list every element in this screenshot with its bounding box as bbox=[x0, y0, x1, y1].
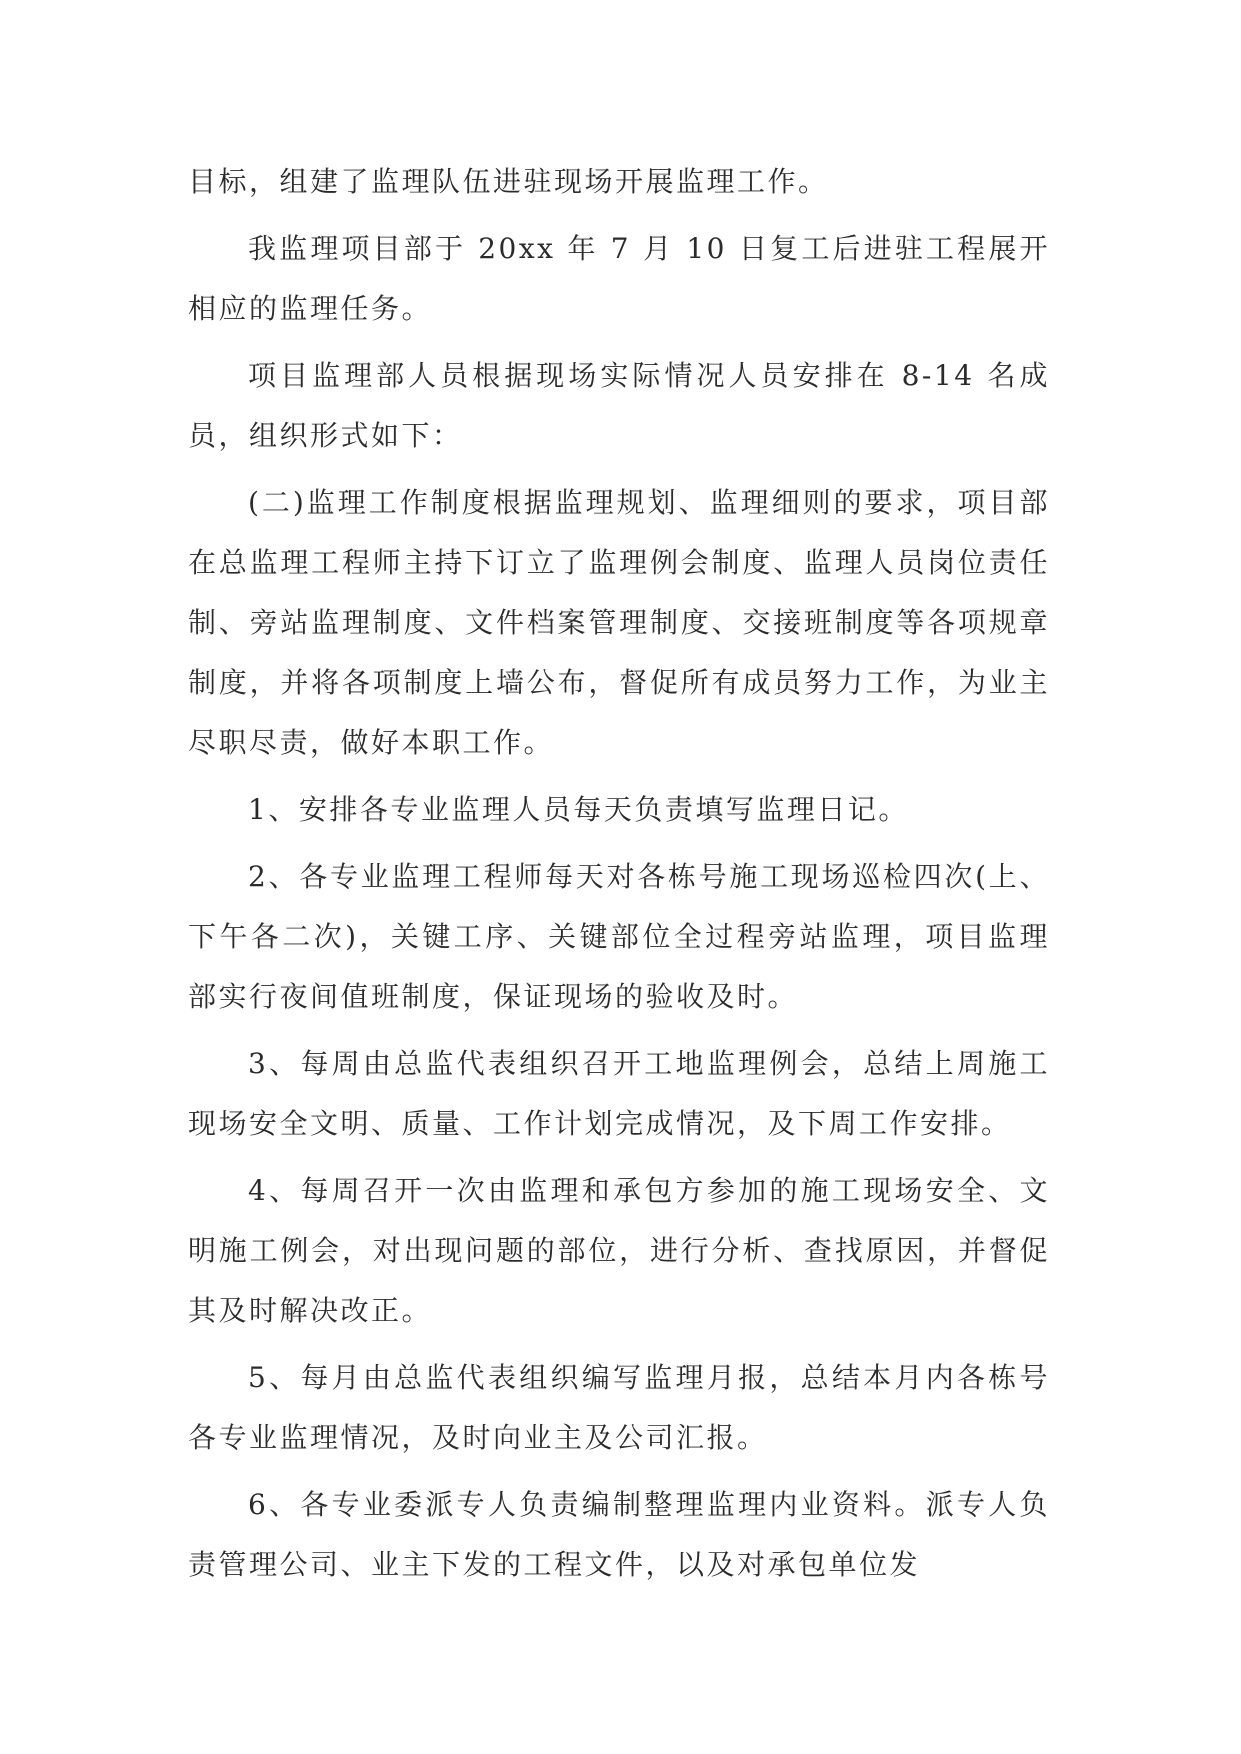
paragraph-5: 1、安排各专业监理人员每天负责填写监理日记。 bbox=[248, 793, 909, 826]
paragraph-10: 6、各专业委派专人负责编制整理监理内业资料。派专人负责管理公司、业主下发的工程文件，以及对承包单位发 bbox=[188, 1488, 1050, 1581]
paragraph-1: 目标，组建了监理队伍进驻现场开展监理工作。 bbox=[188, 165, 829, 198]
paragraph-7: 3、每周由总监代表组织召开工地监理例会，总结上周施工现场安全文明、质量、工作计划完成情况，及下周工作安排。 bbox=[188, 1047, 1050, 1140]
paragraph-4: (二)监理工作制度根据监理规划、监理细则的要求，项目部在总监理工程师主持下订立了监理例会制度、监理人员岗位责任制、旁站监理制度、文件档案管理制度、交接班制度等各项规章制度，并将各项制度上墙公布，督促所有成员努力工作，为业主尽职尽责，做好本职工作。 bbox=[188, 486, 1050, 759]
paragraph-2: 我监理项目部于 20xx 年 7 月 10 日复工后进驻工程展开相应的监理任务。 bbox=[188, 232, 1050, 325]
paragraph-8: 4、每周召开一次由监理和承包方参加的施工现场安全、文明施工例会，对出现问题的部位，进行分析、查找原因，并督促其及时解决改正。 bbox=[188, 1174, 1050, 1327]
document-body bbox=[188, 152, 1050, 1595]
paragraph-3: 项目监理部人员根据现场实际情况人员安排在 8-14 名成员，组织形式如下： bbox=[188, 359, 1050, 452]
paragraph-9: 5、每月由总监代表组织编写监理月报，总结本月内各栋号各专业监理情况，及时向业主及公司汇报。 bbox=[188, 1361, 1050, 1454]
paragraph-6: 2、各专业监理工程师每天对各栋号施工现场巡检四次(上、下午各二次)，关键工序、关键部位全过程旁站监理，项目监理部实行夜间值班制度，保证现场的验收及时。 bbox=[188, 860, 1050, 1013]
